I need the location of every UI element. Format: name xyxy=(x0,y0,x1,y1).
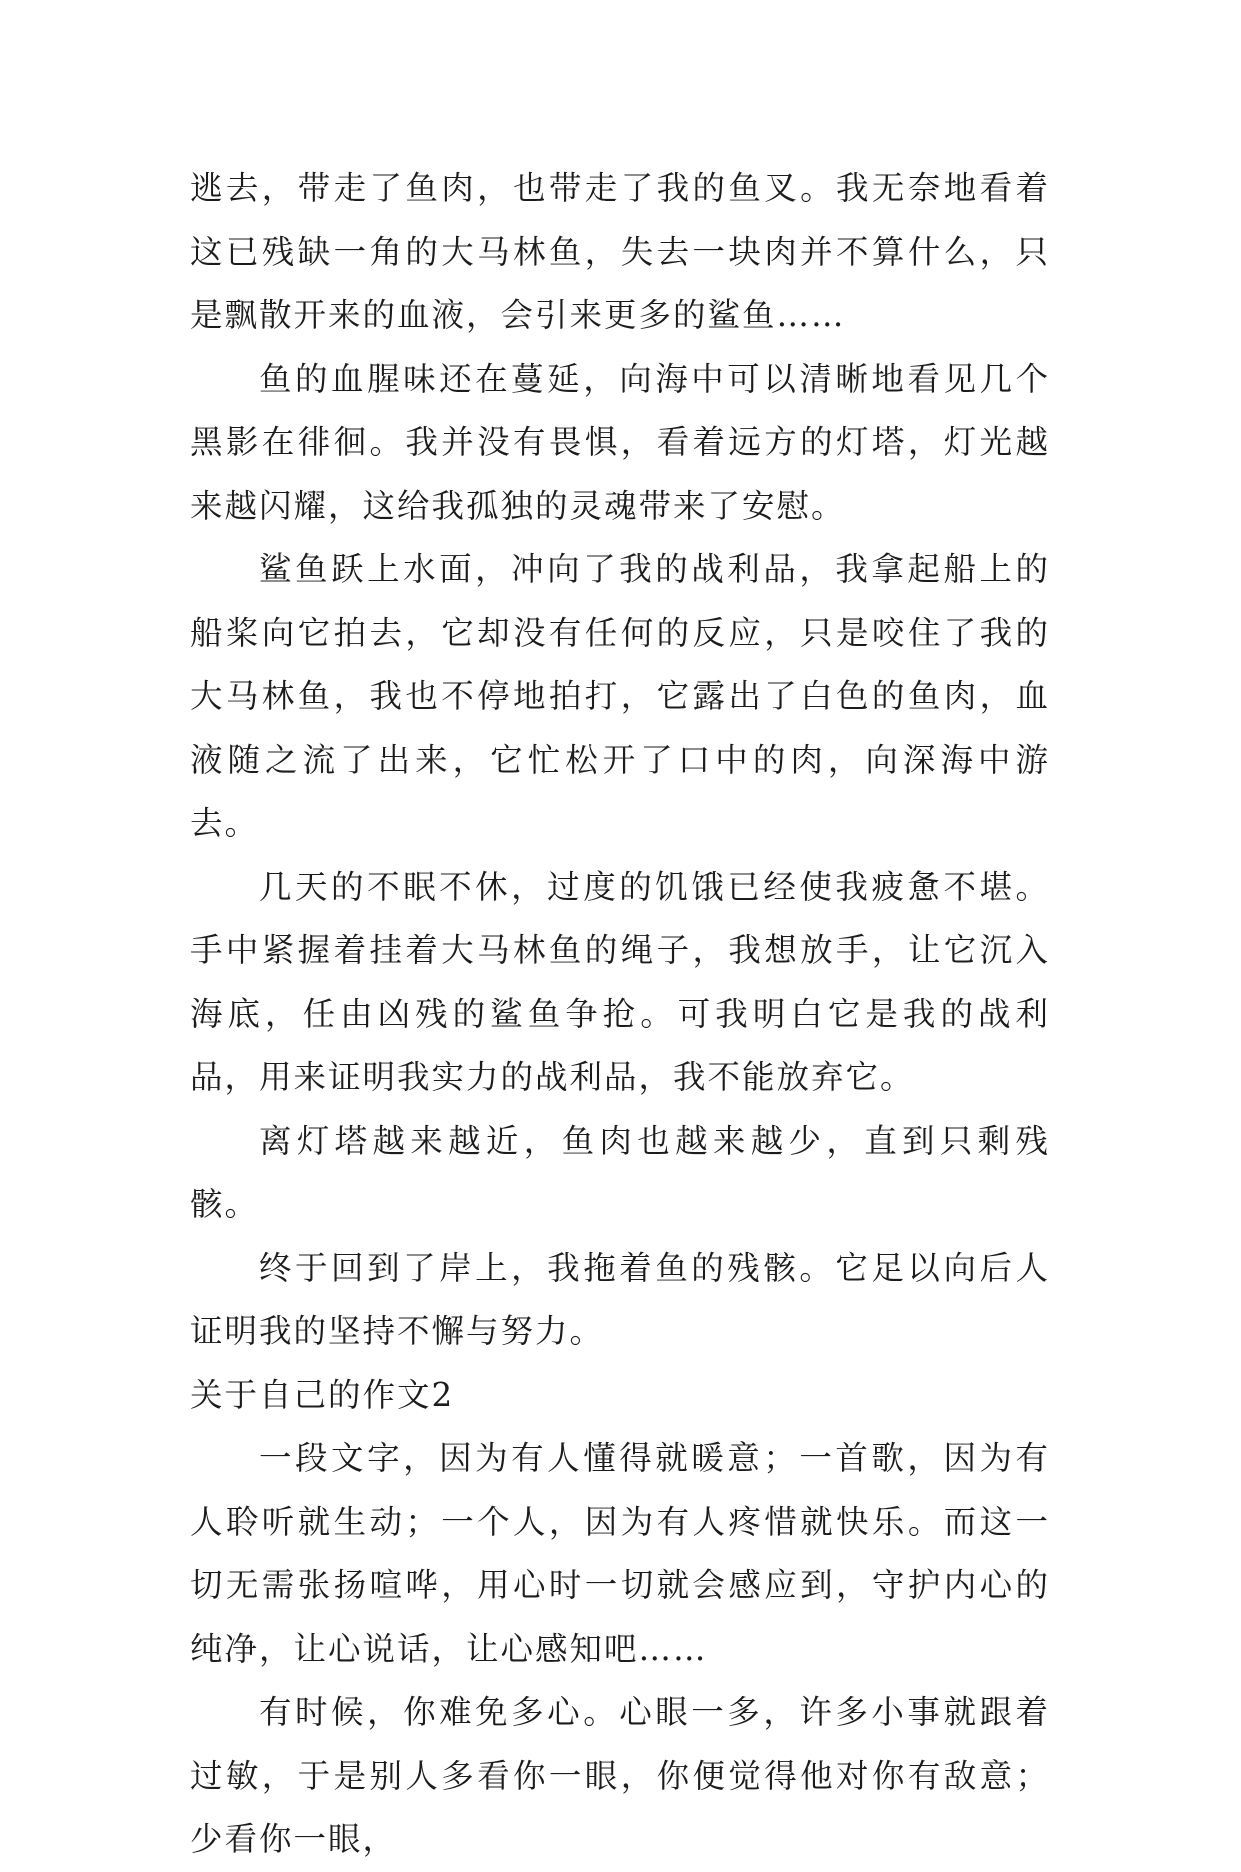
paragraph: 离灯塔越来越近，鱼肉也越来越少，直到只剩残骸。 xyxy=(190,1121,1050,1223)
paragraph: 逃去，带走了鱼肉，也带走了我的鱼叉。我无奈地看着这已残缺一角的大马林鱼，失去一块肉并不算什么，只是飘散开来的血液，会引来更多的鲨鱼…… xyxy=(190,169,1050,334)
section-heading: 关于自己的作文2 xyxy=(190,1375,455,1414)
body-text xyxy=(190,157,1050,1872)
paragraph: 鲨鱼跃上水面，冲向了我的战利品，我拿起船上的船桨向它拍去，它却没有任何的反应，只是咬住了我的大马林鱼，我也不停地拍打，它露出了白色的鱼肉，血液随之流了出来，它忙松开了口中的肉，向深海中游去。 xyxy=(190,550,1050,842)
paragraph: 几天的不眠不休，过度的饥饿已经使我疲惫不堪。手中紧握着挂着大马林鱼的绳子，我想放手，让它沉入海底，任由凶残的鲨鱼争抢。可我明白它是我的战利品，用来证明我实力的战利品，我不能放弃它。 xyxy=(190,867,1050,1096)
paragraph: 终于回到了岸上，我拖着鱼的残骸。它足以向后人证明我的坚持不懈与努力。 xyxy=(190,1248,1050,1350)
paragraph: 一段文字，因为有人懂得就暖意；一首歌，因为有人聆听就生动；一个人，因为有人疼惜就快乐。而这一切无需张扬喧哗，用心时一切就会感应到，守护内心的纯净，让心说话，让心感知吧…… xyxy=(190,1439,1050,1668)
paragraph: 鱼的血腥味还在蔓延，向海中可以清晰地看见几个黑影在徘徊。我并没有畏惧，看着远方的灯塔，灯光越来越闪耀，这给我孤独的灵魂带来了安慰。 xyxy=(190,359,1050,525)
paragraph: 有时候，你难免多心。心眼一多，许多小事就跟着过敏，于是别人多看你一眼，你便觉得他对你有敌意；少看你一眼， xyxy=(190,1693,1050,1858)
